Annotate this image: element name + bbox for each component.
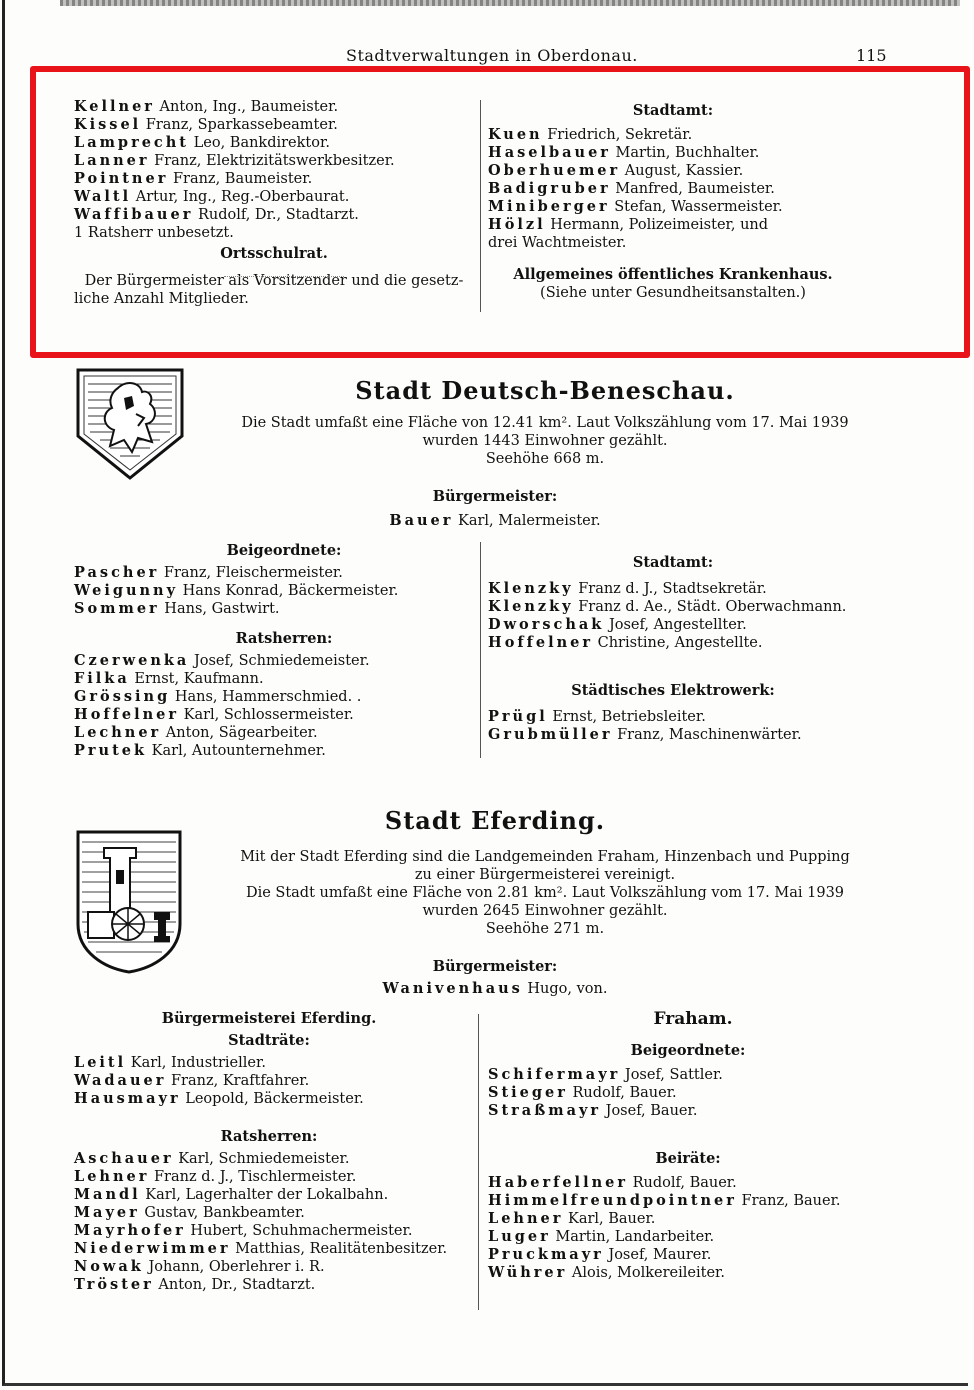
person-name: Czerwenka [74, 652, 190, 669]
db-stadtamt-list [488, 580, 908, 652]
person-name: Himmelfreundpointner [488, 1192, 737, 1209]
person-details: Rudolf, Bauer. [567, 1085, 677, 1101]
ef-beigeordnete-list [488, 1066, 908, 1120]
db-elektro-list [488, 708, 908, 744]
person-details: Martin, Buchhalter. [610, 145, 760, 161]
page-number: 115 [856, 46, 887, 65]
person-name: Wanivenhaus [382, 980, 523, 997]
person-name: Haselbauer [488, 144, 611, 161]
highlight-box [30, 66, 970, 358]
person-entry [74, 1186, 474, 1204]
person-entry [488, 726, 908, 744]
person-name: Kuen [488, 126, 543, 143]
person-name: Hölzl [488, 216, 546, 233]
person-entry [488, 1102, 908, 1120]
column-divider [478, 1014, 479, 1310]
person-name: Lamprecht [74, 134, 190, 151]
person-details: Hermann, Polizeimeister, und [545, 217, 769, 233]
person-entry [74, 1150, 474, 1168]
person-entry [488, 1264, 908, 1282]
person-details: Franz, Baumeister. [168, 171, 313, 187]
ef-stadtraete-heading: Stadträte: [228, 1032, 310, 1049]
person-entry [74, 688, 474, 706]
person-name: Leitl [74, 1054, 127, 1071]
person-details: Franz, Bauer. [736, 1193, 841, 1209]
person-entry [74, 582, 474, 600]
db-mayor [200, 512, 790, 530]
person-name: Grössing [74, 688, 171, 705]
person-entry [488, 616, 908, 634]
person-name: Prügl [488, 708, 548, 725]
person-details: Karl, Malermeister. [453, 513, 601, 529]
db-ratsherren-list [74, 652, 474, 760]
person-details: Franz, Kraftfahrer. [166, 1073, 310, 1089]
ortsschulrat-text-1: Der Bürgermeister als Vorsitzender und die gesetz- [84, 273, 464, 289]
person-details: Franz, Sparkassebeamter. [141, 117, 338, 133]
person-entry [74, 706, 474, 724]
person-name: Niederwimmer [74, 1240, 231, 1257]
person-details: Anton, Ing., Baumeister. [154, 99, 339, 115]
person-name: Lechner [74, 724, 162, 741]
person-details: Franz, Fleischermeister. [159, 565, 343, 581]
ef-beiraete-heading: Beiräte: [655, 1150, 721, 1167]
deutsch-beneschau-title: Stadt Deutsch-Beneschau. [355, 376, 735, 405]
db-beigeordnete-heading: Beigeordnete: [226, 542, 342, 559]
person-details: Friedrich, Sekretär. [542, 127, 693, 143]
person-name: Miniberger [488, 198, 610, 215]
person-details: Karl, Lagerhalter der Lokalbahn. [140, 1187, 389, 1203]
ef-mayor [200, 980, 790, 998]
person-entry [488, 1174, 908, 1192]
stadtamt-extra: drei Wachtmeister. [488, 235, 627, 251]
desc-line: Seehöhe 668 m. [485, 451, 605, 467]
desc-line: wurden 2645 Einwohner gezählt. [422, 903, 668, 919]
person-name: Straßmayr [488, 1102, 602, 1119]
hospital-note: (Siehe unter Gesundheitsanstalten.) [540, 285, 806, 301]
deutsch-beneschau-crest-icon [74, 366, 186, 482]
hospital-heading: Allgemeines öffentliches Krankenhaus. [513, 266, 833, 283]
person-entry [74, 1054, 474, 1072]
person-name: Oberhuemer [488, 162, 621, 179]
person-name: Wadauer [74, 1072, 167, 1089]
person-name: Waltl [74, 188, 132, 205]
db-left-column [74, 542, 474, 760]
person-entry [74, 670, 474, 688]
stadtamt-heading: Stadtamt: [632, 102, 714, 119]
person-details: Rudolf, Bauer. [628, 1175, 737, 1191]
person-entry [74, 1090, 474, 1108]
top-edge-texture [60, 0, 960, 6]
person-name: Mayer [74, 1204, 140, 1221]
ef-beigeordnete-heading: Beigeordnete: [630, 1042, 746, 1059]
ef-right-column [488, 1010, 908, 1282]
person-details: Artur, Ing., Reg.-Oberbaurat. [131, 189, 350, 205]
person-details: Johann, Oberlehrer i. R. [143, 1259, 325, 1275]
person-name: Hoffelner [74, 706, 179, 723]
person-name: Lanner [74, 152, 150, 169]
eferding-crest-icon [74, 828, 184, 976]
person-details: Karl, Bauer. [563, 1211, 656, 1227]
person-name: Schifermayr [488, 1066, 621, 1083]
person-details: Anton, Sägearbeiter. [161, 725, 318, 741]
person-entry [74, 1168, 474, 1186]
person-name: Lehner [488, 1210, 564, 1227]
vacancy-note: 1 Ratsherr unbesetzt. [74, 225, 234, 241]
person-name: Kellner [74, 98, 155, 115]
person-entry [488, 1246, 908, 1264]
person-details: Ernst, Kaufmann. [129, 671, 264, 687]
person-details: Karl, Autounternehmer. [147, 743, 326, 759]
person-details: Martin, Landarbeiter. [550, 1229, 715, 1245]
running-title: Stadtverwaltungen in Oberdonau. [346, 46, 638, 65]
person-entry [488, 1192, 908, 1210]
person-entry [74, 742, 474, 760]
person-name: Badigruber [488, 180, 611, 197]
person-details: Leopold, Bäckermeister. [180, 1091, 364, 1107]
person-entry [488, 708, 908, 726]
person-details: Anton, Dr., Stadtarzt. [153, 1277, 316, 1293]
person-name: Prutek [74, 742, 148, 759]
ortsschulrat-heading: Ortsschulrat. [220, 245, 328, 262]
person-details: Manfred, Baumeister. [610, 181, 775, 197]
person-name: Bauer [389, 512, 454, 529]
person-name: Wührer [488, 1264, 568, 1281]
person-details: Franz d. J., Tischlermeister. [149, 1169, 357, 1185]
person-name: Mandl [74, 1186, 141, 1203]
person-details: Leo, Bankdirektor. [189, 135, 330, 151]
person-entry [74, 1258, 474, 1276]
desc-line: Die Stadt umfaßt eine Fläche von 12.41 km². Laut Volkszählung vom 17. Mai 1939 [241, 415, 849, 431]
person-details: Josef, Angestellter. [604, 617, 747, 633]
ef-beiraete-list [488, 1174, 908, 1282]
db-mayor-heading: Bürgermeister: [432, 488, 558, 505]
ortsschulrat-text-2: liche Anzahl Mitglieder. [74, 291, 249, 307]
desc-line: zu einer Bürgermeisterei vereinigt. [414, 867, 676, 883]
person-name: Luger [488, 1228, 551, 1245]
person-details: Alois, Molkereileiter. [567, 1265, 725, 1281]
person-details: Karl, Schmiedemeister. [173, 1151, 350, 1167]
person-details: Gustav, Bankbeamter. [139, 1205, 305, 1221]
person-entry [488, 634, 908, 652]
person-details: Josef, Sattler. [620, 1067, 723, 1083]
person-entry [488, 580, 908, 598]
person-entry [488, 598, 908, 616]
person-name: Aschauer [74, 1150, 174, 1167]
desc-line: Seehöhe 271 m. [485, 921, 605, 937]
db-right-column [488, 554, 908, 744]
ef-left-column [74, 1010, 474, 1294]
desc-line: Die Stadt umfaßt eine Fläche von 2.81 km². Laut Volkszählung vom 17. Mai 1939 [245, 885, 845, 901]
person-name: Stieger [488, 1084, 568, 1101]
person-entry [74, 1072, 474, 1090]
ef-ratsherren-list [74, 1150, 474, 1294]
person-details: Franz d. Ae., Städt. Oberwachmann. [573, 599, 847, 615]
person-name: Haberfellner [488, 1174, 628, 1191]
ef-left-heading: Bürgermeisterei Eferding. [161, 1010, 377, 1027]
person-name: Lehner [74, 1168, 150, 1185]
person-entry [488, 1084, 908, 1102]
ef-mayor-heading: Bürgermeister: [432, 958, 558, 975]
person-details: Josef, Maurer. [603, 1247, 712, 1263]
person-entry [488, 1210, 908, 1228]
person-details: Franz d. J., Stadtsekretär. [573, 581, 767, 597]
person-entry [74, 600, 474, 618]
person-name: Mayrhofer [74, 1222, 186, 1239]
person-entry [74, 1276, 474, 1294]
ef-fraham-heading: Fraham. [653, 1009, 733, 1029]
db-ratsherren-heading: Ratsherren: [235, 630, 333, 647]
person-entry [74, 564, 474, 582]
person-name: Weigunny [74, 582, 179, 599]
person-details: Christine, Angestellte. [593, 635, 763, 651]
person-details: Josef, Bauer. [601, 1103, 698, 1119]
person-name: Pascher [74, 564, 160, 581]
eferding-description [200, 848, 890, 938]
person-details: Karl, Schlossermeister. [179, 707, 354, 723]
person-name: Pruckmayr [488, 1246, 604, 1263]
person-entry [488, 1066, 908, 1084]
person-details: Franz, Elektrizitätswerkbesitzer. [149, 153, 395, 169]
ef-ratsherren-heading: Ratsherren: [220, 1128, 318, 1145]
person-name: Klenzky [488, 598, 574, 615]
column-divider [480, 542, 481, 758]
person-details: Franz, Maschinenwärter. [612, 727, 802, 743]
person-details: Rudolf, Dr., Stadtarzt. [193, 207, 359, 223]
person-name: Nowak [74, 1258, 144, 1275]
person-name: Pointner [74, 170, 169, 187]
person-name: Klenzky [488, 580, 574, 597]
person-name: Waffibauer [74, 206, 194, 223]
person-details: Matthias, Realitätenbesitzer. [230, 1241, 448, 1257]
db-beigeordnete-list [74, 564, 474, 618]
person-name: Filka [74, 670, 130, 687]
person-entry [74, 724, 474, 742]
eferding-title: Stadt Eferding. [384, 806, 606, 835]
person-details: Karl, Industrieller. [126, 1055, 266, 1071]
db-elektro-heading: Städtisches Elektrowerk: [571, 682, 775, 699]
person-details: Hugo, von. [522, 981, 608, 997]
person-name: Dworschak [488, 616, 605, 633]
person-entry [488, 1228, 908, 1246]
running-header [0, 46, 974, 68]
person-details: Hans Konrad, Bäckermeister. [178, 583, 399, 599]
person-entry [74, 1204, 474, 1222]
desc-line: wurden 1443 Einwohner gezählt. [422, 433, 668, 449]
person-name: Sommer [74, 600, 160, 617]
person-name: Grubmüller [488, 726, 613, 743]
person-details: Ernst, Betriebsleiter. [547, 709, 706, 725]
person-details: Josef, Schmiedemeister. [189, 653, 370, 669]
person-details: Hans, Gastwirt. [159, 601, 280, 617]
person-name: Hoffelner [488, 634, 593, 651]
person-details: August, Kassier. [620, 163, 744, 179]
person-entry [74, 1240, 474, 1258]
person-details: Hans, Hammerschmied. . [170, 689, 362, 705]
person-details: Hubert, Schuhmachermeister. [185, 1223, 413, 1239]
person-entry [74, 1222, 474, 1240]
deutsch-beneschau-description [200, 414, 890, 468]
person-name: Tröster [74, 1276, 154, 1293]
person-entry [74, 652, 474, 670]
person-name: Hausmayr [74, 1090, 181, 1107]
desc-line: Mit der Stadt Eferding sind die Landgemeinden Fraham, Hinzenbach und Pupping [240, 849, 850, 865]
ef-stadtraete-list [74, 1054, 474, 1108]
db-stadtamt-heading: Stadtamt: [632, 554, 714, 571]
person-details: Stefan, Wassermeister. [609, 199, 783, 215]
person-name: Kissel [74, 116, 142, 133]
